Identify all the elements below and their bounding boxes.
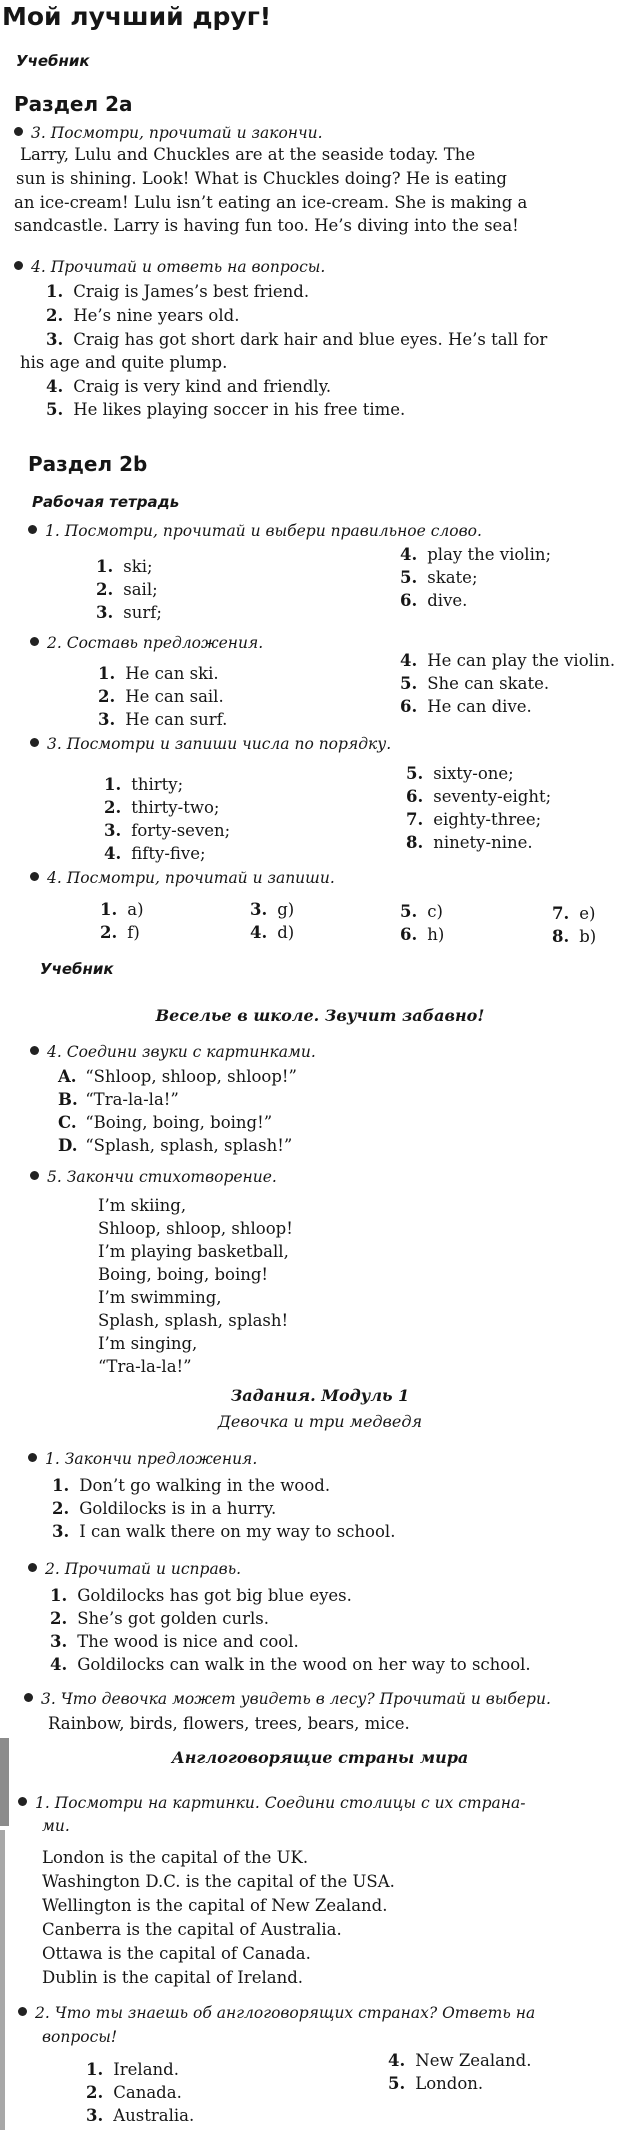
bullet-icon [14, 261, 23, 270]
list-item: 7. eighty-three; [406, 810, 542, 829]
bullet-icon [18, 1797, 27, 1806]
list-item: 2. She’s got golden curls. [50, 1609, 269, 1628]
list-item: 4. Goldilocks can walk in the wood on her way to school. [50, 1655, 531, 1674]
bullet-icon [18, 2007, 27, 2016]
list-item: 2. thirty-two; [104, 798, 220, 817]
text-line: sandcastle. Larry is having fun too. He’s diving into the sea! [14, 216, 519, 235]
task-2b-3-right-column [406, 762, 551, 854]
list-item: 6. dive. [400, 591, 468, 610]
task-2b-4-instruction: 4. Посмотри, прочитай и запиши. [30, 869, 335, 887]
list-item: 5. He likes playing soccer in his free time. [46, 400, 406, 419]
list-item: 8. ninety-nine. [406, 833, 533, 852]
countries-task-1-instruction-cont: ми. [42, 1817, 70, 1835]
list-item: D. “Splash, splash, splash!” [58, 1136, 293, 1155]
capital-line: Ottawa is the capital of Canada. [42, 1944, 311, 1963]
countries-task-2-left-column [86, 2058, 194, 2127]
countries-task-1-instruction: 1. Посмотри на картинки. Соедини столицы с их страна- [18, 1794, 525, 1812]
list-item: 3. Australia. [86, 2106, 195, 2125]
list-item: 5. London. [388, 2074, 484, 2093]
answer-item: 2. f) [100, 923, 140, 942]
list-item: 5. sixty-one; [406, 764, 514, 783]
task-2b-2-left-column [98, 662, 227, 731]
list-item: 2. Canada. [86, 2083, 182, 2102]
module-subheading: Девочка и три медведя [217, 1412, 423, 1431]
bullet-icon [28, 525, 37, 534]
countries-heading: Англоговорящие страны мира [171, 1748, 469, 1767]
textbook-label: Учебник [40, 960, 114, 978]
list-item: 3. Craig has got short dark hair and blue eyes. He’s tall for [46, 330, 548, 349]
bullet-icon [14, 127, 23, 136]
capital-line: Dublin is the capital of Ireland. [42, 1968, 304, 1987]
list-item: 4. play the violin; [400, 545, 552, 564]
module-task-2-instruction: 2. Прочитай и исправь. [28, 1560, 241, 1578]
task-2b-2-right-column [400, 649, 615, 718]
task-2b-3-left-column [104, 773, 230, 865]
capital-line: London is the capital of the UK. [42, 1848, 309, 1867]
fun-task-4-list [58, 1065, 297, 1157]
task-2a-4-instruction: 4. Прочитай и ответь на вопросы. [14, 258, 325, 276]
bullet-icon [28, 1453, 37, 1462]
bullet-icon [30, 637, 39, 646]
poem-line: I’m skiing, [98, 1196, 187, 1215]
list-item: 1. Goldilocks has got big blue eyes. [50, 1586, 352, 1605]
page-title: Мой лучший друг! [2, 2, 272, 31]
poem-line: I’m singing, [98, 1334, 198, 1353]
module-task-1-instruction: 1. Закончи предложения. [28, 1450, 257, 1468]
poem-lines [98, 1194, 293, 1378]
task-2b-1-left-column [96, 555, 162, 624]
text-line: Larry, Lulu and Chuckles are at the seaside today. The [20, 145, 476, 164]
module-task-3-instruction: 3. Что девочка может увидеть в лесу? Прочитай и выбери. [24, 1690, 551, 1708]
list-item: 3. He can surf. [98, 710, 228, 729]
list-item: 1. ski; [96, 557, 153, 576]
answer-item: 4. d) [250, 923, 295, 942]
fun-at-school-heading: Веселье в школе. Звучит забавно! [155, 1006, 485, 1025]
answer-item: 1. a) [100, 900, 144, 919]
list-item: 3. forty-seven; [104, 821, 231, 840]
list-item: 5. She can skate. [400, 674, 550, 693]
list-item: 6. He can dive. [400, 697, 532, 716]
task-2b-3-instruction: 3. Посмотри и запиши числа по порядку. [30, 735, 391, 753]
countries-task-2-right-column [388, 2049, 531, 2095]
poem-line: Splash, splash, splash! [98, 1311, 289, 1330]
countries-task-2-instruction-cont: вопросы! [42, 2028, 118, 2046]
list-item: 2. Goldilocks is in a hurry. [52, 1499, 277, 1518]
answer-item: 7. e) [552, 904, 596, 923]
list-item: 1. He can ski. [98, 664, 219, 683]
list-item: 3. I can walk there on my way to school. [52, 1522, 396, 1541]
list-item: 2. sail; [96, 580, 158, 599]
bullet-icon [30, 1171, 39, 1180]
poem-line: I’m swimming, [98, 1288, 222, 1307]
poem-line: “Tra-la-la!” [98, 1357, 192, 1376]
list-item: B. “Tra-la-la!” [58, 1090, 179, 1109]
list-item: 6. seventy-eight; [406, 787, 552, 806]
section-2a-title: Раздел 2a [14, 92, 133, 116]
bullet-icon [30, 1046, 39, 1055]
task-2b-1-instruction: 1. Посмотри, прочитай и выбери правильное слово. [28, 522, 482, 540]
list-item: 1. Craig is James’s best friend. [46, 282, 310, 301]
capital-line: Canberra is the capital of Australia. [42, 1920, 342, 1939]
section-2b-title: Раздел 2b [28, 452, 148, 476]
list-item: 4. Craig is very kind and friendly. [46, 377, 332, 396]
poem-line: Boing, boing, boing! [98, 1265, 269, 1284]
list-item-continuation: his age and quite plump. [20, 353, 228, 372]
bullet-icon [24, 1693, 33, 1702]
list-item: A. “Shloop, shloop, shloop!” [58, 1067, 297, 1086]
bullet-icon [30, 738, 39, 747]
task-2a-3-instruction: 3. Посмотри, прочитай и закончи. [14, 124, 323, 142]
module-task-2-list [50, 1584, 531, 1676]
bullet-icon [28, 1563, 37, 1572]
module-task-3-answer: Rainbow, birds, flowers, trees, bears, mice. [48, 1714, 410, 1733]
textbook-label: Учебник [16, 52, 90, 70]
task-2b-1-right-column [400, 543, 551, 612]
list-item: 1. thirty; [104, 775, 184, 794]
list-item: 2. He can sail. [98, 687, 224, 706]
answer-item: 5. c) [400, 902, 443, 921]
poem-line: Shloop, shloop, shloop! [98, 1219, 293, 1238]
bullet-icon [30, 872, 39, 881]
fun-task-5-instruction: 5. Закончи стихотворение. [30, 1168, 277, 1186]
poem-line: I’m playing basketball, [98, 1242, 289, 1261]
list-item: 1. Don’t go walking in the wood. [52, 1476, 331, 1495]
list-item: 3. surf; [96, 603, 162, 622]
answer-item: 8. b) [552, 927, 597, 946]
list-item: 5. skate; [400, 568, 478, 587]
module-heading: Задания. Модуль 1 [230, 1386, 410, 1405]
workbook-label: Рабочая тетрадь [32, 493, 180, 511]
capital-line: Washington D.C. is the capital of the USA. [42, 1872, 395, 1891]
list-item: 4. He can play the violin. [400, 651, 616, 670]
capitals-list [42, 1846, 395, 1990]
list-item: 1. Ireland. [86, 2060, 179, 2079]
list-item: 3. The wood is nice and cool. [50, 1632, 299, 1651]
list-item: 2. He’s nine years old. [46, 306, 240, 325]
scan-edge-shadow [0, 1830, 5, 2130]
fun-task-4-instruction: 4. Соедини звуки с картинками. [30, 1043, 316, 1061]
module-task-1-list [52, 1474, 395, 1543]
list-item: C. “Boing, boing, boing!” [58, 1113, 273, 1132]
answer-item: 6. h) [400, 925, 445, 944]
text-line: an ice-cream! Lulu isn’t eating an ice-cream. She is making a [14, 193, 528, 212]
countries-task-2-instruction: 2. Что ты знаешь об англоговорящих странах? Ответь на [18, 2004, 535, 2022]
task-2b-2-instruction: 2. Составь предложения. [30, 634, 263, 652]
text-line: sun is shining. Look! What is Chuckles doing? He is eating [16, 169, 507, 188]
answer-item: 3. g) [250, 900, 295, 919]
capital-line: Wellington is the capital of New Zealand. [42, 1896, 388, 1915]
list-item: 4. New Zealand. [388, 2051, 532, 2070]
list-item: 4. fifty-five; [104, 844, 206, 863]
